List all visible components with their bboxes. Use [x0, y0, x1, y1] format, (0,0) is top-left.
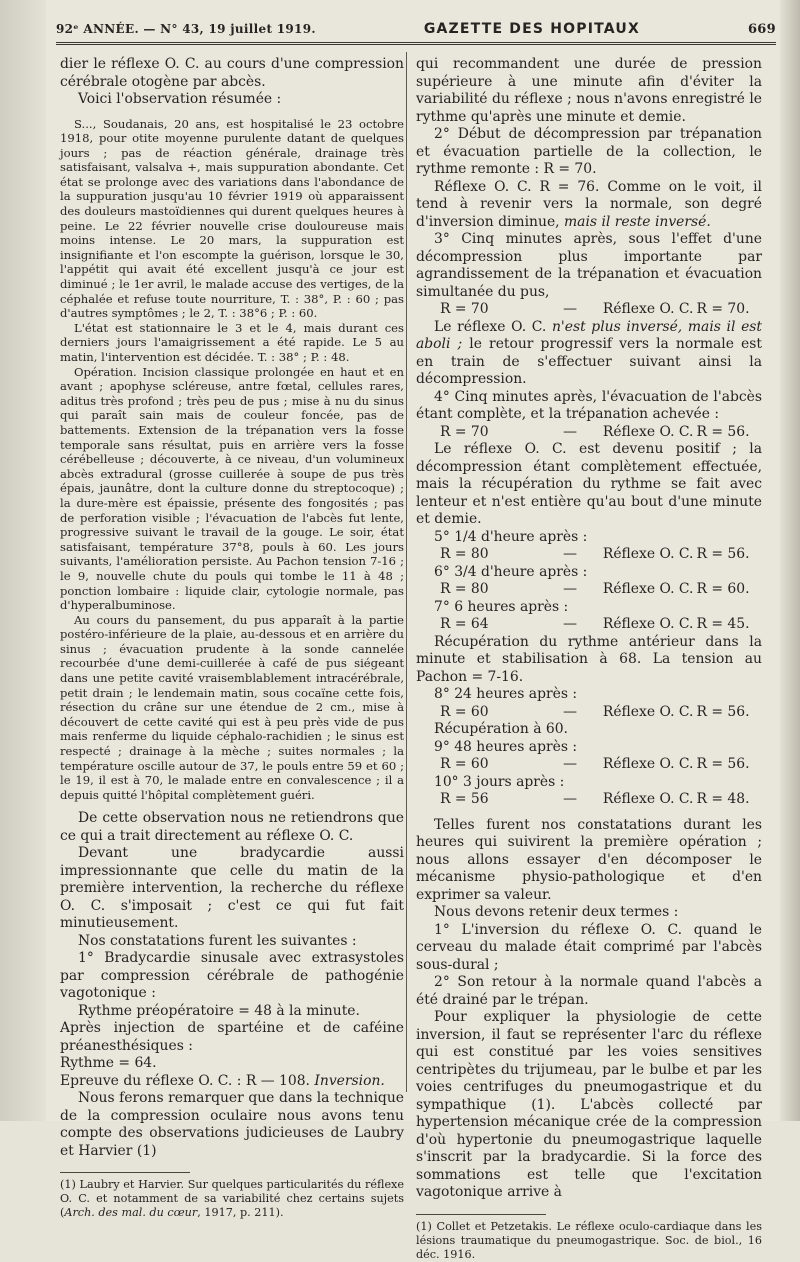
observation-paragraph: Opération. Incision classique prolongée en haut et en avant ; apophyse scléreuse, antre fœtal, cellules rares, aditus très profond ; très peu de pus ; mise à nu du sinus qui paraît sain mais de couleur foncée, pas de battements. Extension de la trépanation vers la fosse temporale sans résultat, puis en arrière vers la fosse cérébelleuse ; découverte, à ce niveau, d'un volumineux abcès extradural (grosse cuillerée à soupe de pus très épais, jaunâtre, dont la culture donne du streptocoque) ; la dure-mère est épaissie, présente des fongosités ; pas de perforation visible ; l'évacuation de l'abcès fut lente, progressive suivant le travail de la gouge. Le soir, état satisfaisant, température 37°8, pouls à 60. Les jours suivants, l'amélioration persiste. Au Pachon tension 7-16 ; le 9, nouvelle chute du pouls qui tombe le 11 à 48 ; ponction lombaire : liquide clair, cytologie normale, pas d'hyperalbuminose.	[60, 364, 404, 613]
footnote-rule	[416, 1214, 546, 1215]
reflex-label: Réflexe O. C.	[602, 423, 694, 440]
paragraph: qui recommandent une durée de pression supérieure à une minute afin d'éviter la variabilité du réflexe ; nous n'avons enregistré le rythme qu'après une minute et demie.	[416, 56, 762, 125]
observation-paragraph: L'état est stationnaire le 3 et le 4, mais durant ces derniers jours l'amaigrissement a été rapide. Le 5 au matin, l'intervention est décidée. T. : 38° ; P. : 48.	[60, 320, 404, 364]
measurement-row	[416, 704, 762, 722]
reflex-label: Réflexe O. C.	[602, 581, 694, 597]
rhythm-value: R = 80	[440, 546, 489, 562]
paragraph: 5° 1/4 d'heure après :	[434, 528, 588, 545]
paragraph: 2° Début de décompression par trépanation et évacuation partielle de la collection, le rythme remonte : R = 70.	[416, 126, 762, 177]
measurement-row	[416, 424, 762, 442]
paragraph: 6° 3/4 d'heure après :	[434, 563, 588, 580]
dash: —	[563, 546, 578, 562]
rhythm-value: R = 64	[440, 616, 489, 632]
measurement-row	[416, 791, 762, 809]
rhythm-value: R = 70	[440, 301, 489, 317]
rhythm-value: R = 80	[440, 581, 489, 597]
paragraph	[416, 179, 762, 232]
measurement-row	[416, 301, 762, 319]
measurement-line	[60, 1073, 404, 1091]
paragraph: Pour expliquer la physiologie de cette inversion, il faut se représenter l'arc du réflexe qui est constitué par les voies sensitives centripètes du trijumeau, par le bulbe et par les voies centrifuges du pneumogastrique et du sympathique (1). L'abcès collecté par hypertension mécanique crée de la compression d'où hypertonie du pneumogastrique laquelle s'inscrit par la bradycardie. Si la force des sommations est telle que l'excitation vagotonique arrive à	[416, 1009, 762, 1200]
paragraph	[416, 319, 762, 389]
emphasis-text: n'est plus inversé, mais il est aboli ;	[416, 318, 762, 352]
measurement-row	[416, 546, 762, 564]
right-column	[416, 56, 762, 1262]
observation-paragraph: Au cours du pansement, du pus apparaît à la partie postéro-inférieure de la plaie, au-dessous et en arrière du sinus ; évacuation prudente à la sonde cannelée recourbée d'une demi-cuillerée à café de pus siégeant dans une petite cavité vraisemblablement intracérébrale, petit drain ; le lendemain matin, sous cocaïne cette fois, résection du crâne sur une étendue de 2 cm., mise à découvert de cette cavité qui est à peu près vide de pus mais renferme du liquide céphalo-rachidien ; le sinus est respecté ; drainage à la mèche ; suites normales ; la température oscille autour de 37, le pouls entre 59 et 60 ; le 19, il est à 70, le malade entre en convalescence ; il a depuis quitté l'hôpital complètement guéri.	[60, 612, 404, 802]
emphasis-text: Inversion.	[314, 1072, 385, 1089]
paragraph: Telles furent nos constatations durant les heures qui suivirent la première opération ; nous allons essayer d'en décomposer le mécanisme physio-pathologique et d'en exprimer sa valeur.	[416, 816, 762, 903]
dash: —	[563, 703, 578, 720]
reflex-value: R = 56.	[696, 703, 750, 720]
paragraph: 1° Bradycardie sinusale avec extrasystoles par compression cérébrale de pathogénie vagotonique :	[60, 950, 404, 1002]
dash: —	[563, 301, 578, 317]
footnote-text: (1) Laubry et Harvier. Sur quelques particularités du réflexe O. C. et notamment de sa variabilité chez certains sujets (	[60, 1178, 404, 1220]
paragraph-text: Le réflexe O. C.	[434, 318, 552, 335]
paragraph: Nos constatations furent les suivantes :	[78, 932, 357, 949]
paragraph: Nous devons retenir deux termes :	[434, 904, 679, 920]
paragraph: 9° 48 heures après :	[434, 738, 578, 755]
paragraph: Récupération à 60.	[434, 721, 568, 737]
paragraph: Nous ferons remarquer que dans la technique de la compression oculaire nous avons tenu compte des observations judicieuses de Laubry et Harvier (1)	[60, 1090, 404, 1159]
rhythm-value: R = 60	[440, 703, 489, 720]
paragraph: Le réflexe O. C. est devenu positif ; la décompression étant complètement effectuée, mais la récupération du rythme se fait avec lenteur et n'est entière qu'au bout d'une minute et demie.	[416, 441, 762, 527]
dash: —	[563, 423, 578, 440]
paragraph-text: le retour progressif vers la normale est en train de s'effectuer suivant ainsi la décompression.	[416, 336, 762, 387]
dash: —	[563, 756, 578, 772]
paragraph: 7° 6 heures après :	[434, 598, 569, 615]
paragraph: dier le réflexe O. C. au cours d'une compression cérébrale otogène par abcès.	[60, 56, 404, 90]
paragraph-text: Réflexe O. C. R = 76. Comme on le voit, il tend à revenir vers la normale, son degré d'inversion diminue,	[416, 178, 762, 230]
footnote-text: , 1917, p. 211).	[197, 1206, 284, 1220]
page-left-edge	[0, 0, 46, 1121]
emphasis-text: mais il reste inversé.	[564, 213, 711, 230]
footnote: (1) Collet et Petzetakis. Le réflexe oculo-cardiaque dans les lésions traumatique du pneumogastrique. Soc. de biol., 16 déc. 1916.	[416, 1219, 762, 1261]
rhythm-value: R = 56	[440, 791, 489, 807]
issue-line: 92ᵉ ANNÉE. — N° 43, 19 juillet 1919.	[56, 22, 316, 36]
measurement-row	[416, 756, 762, 774]
reflex-value: R = 70.	[696, 301, 750, 317]
page-number: 669	[747, 21, 776, 37]
footnote-citation: Arch. des mal. du cœur	[64, 1206, 198, 1220]
reflex-value: R = 56.	[696, 546, 750, 562]
paragraph: De cette observation nous ne retiendrons que ce qui a trait directement au réflexe O. C.	[60, 810, 404, 844]
dash: —	[563, 616, 578, 632]
paragraph: 1° L'inversion du réflexe O. C. quand le cerveau du malade était comprimé par l'abcès sous-dural ;	[416, 921, 762, 973]
measurement-text: Epreuve du réflexe O. C. : R — 108.	[60, 1072, 315, 1089]
reflex-value: R = 45.	[696, 616, 750, 632]
rhythm-value: R = 60	[440, 756, 489, 772]
footnote-rule	[60, 1172, 190, 1173]
reflex-label: Réflexe O. C.	[602, 616, 694, 632]
measurement-line: Rythme = 64.	[60, 1055, 157, 1072]
paragraph: 3° Cinq minutes après, sous l'effet d'une décompression plus importante par agrandissement de la trépanation et évacuation simultanée du pus,	[416, 231, 762, 300]
observation-paragraph: S..., Soudanais, 20 ans, est hospitalisé le 23 octobre 1918, pour otite moyenne purulente datant de quelques jours ; pas de réaction générale, drainage très satisfaisant, valsalva +, mais suppuration abondante. Cet état se prolonge avec des variations dans l'abondance de la suppuration jusqu'au 10 février 1919 où apparaissent des douleurs mastoïdiennes qui durent quelques heures à peine. Le 22 février nouvelle crise douloureuse mais moins intense. Le 20 mars, la suppuration est insignifiante et l'on escompte la guérison, lorsque le 30, l'appétit qui avait été excellent jusqu'à ce jour est diminué ; le 1er avril, le malade accuse des vertiges, de la céphalée et refuse toute nourriture, T. : 38°, P. : 60 ; pas d'autres symptômes ; le 2, T. : 38°6 ; P. : 60.	[60, 116, 404, 321]
paragraph: 10° 3 jours après :	[434, 773, 565, 790]
reflex-value: R = 60.	[696, 581, 750, 597]
paragraph: 4° Cinq minutes après, l'évacuation de l'abcès étant complète, et la trépanation achevée :	[416, 388, 762, 422]
paragraph: 8° 24 heures après :	[434, 686, 578, 702]
dash: —	[563, 791, 578, 807]
measurement-line: Rythme préopératoire = 48 à la minute.	[78, 1002, 360, 1019]
paragraph: 2° Son retour à la normale quand l'abcès a été drainé par le trépan.	[416, 974, 762, 1008]
paragraph: Voici l'observation résumée :	[78, 91, 282, 107]
header-rule	[56, 42, 776, 45]
footnote	[60, 1178, 404, 1220]
journal-title: GAZETTE DES HOPITAUX	[423, 21, 640, 37]
paragraph: Après injection de spartéine et de caféine préanesthésiques :	[60, 1020, 404, 1054]
page-right-edge	[780, 0, 800, 1121]
reflex-label: Réflexe O. C.	[602, 546, 694, 562]
reflex-value: R = 56.	[696, 756, 750, 772]
left-column	[60, 56, 404, 1220]
reflex-label: Réflexe O. C.	[602, 756, 694, 772]
dash: —	[563, 581, 578, 597]
reflex-label: Réflexe O. C.	[602, 791, 694, 807]
reflex-label: Réflexe O. C.	[602, 703, 694, 720]
paragraph: Devant une bradycardie aussi impressionnante que celle du matin de la première intervention, la recherche du réflexe O. C. s'imposait ; c'est ce qui fut fait minutieusement.	[60, 845, 404, 932]
page-header	[56, 18, 776, 40]
reflex-value: R = 56.	[696, 423, 750, 440]
reflex-value: R = 48.	[696, 791, 750, 807]
measurement-row	[416, 581, 762, 599]
paragraph: Récupération du rythme antérieur dans la minute et stabilisation à 68. La tension au Pachon = 7-16.	[416, 633, 762, 685]
measurement-row	[416, 616, 762, 634]
reflex-label: Réflexe O. C.	[602, 301, 694, 317]
column-divider	[406, 52, 407, 1092]
rhythm-value: R = 70	[440, 423, 489, 440]
